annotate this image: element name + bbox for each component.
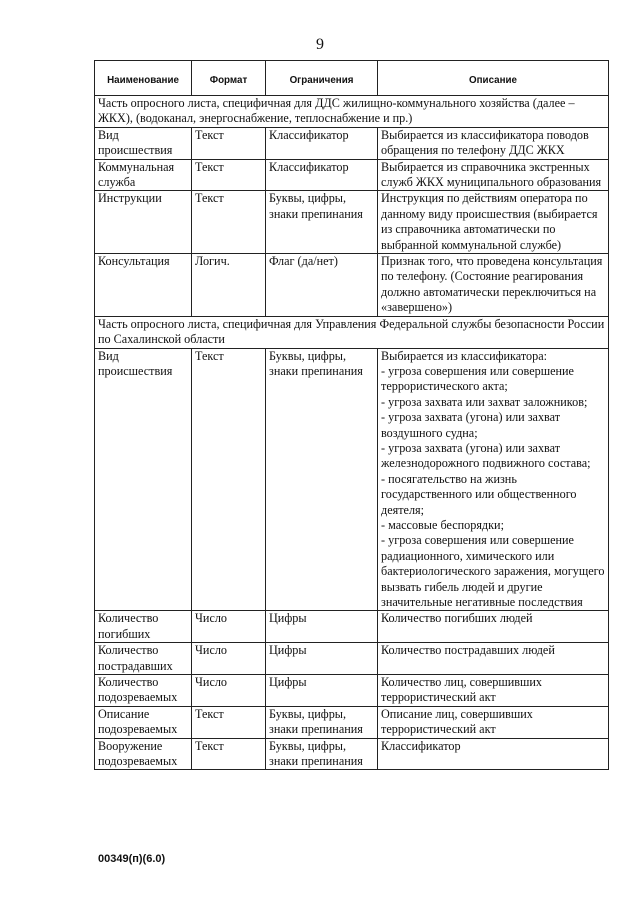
description-line: Инструкция по действиям оператора по данному виду происшествия (выбирается из справочника автоматически по выбранной коммунальной службе) <box>381 191 598 252</box>
description-line: Количество пострадавших людей <box>381 643 555 658</box>
cell-name: Описание подозреваемых <box>95 706 192 738</box>
cell-limits: Цифры <box>266 611 378 643</box>
cell-limits: Буквы, цифры, знаки препинания <box>266 738 378 770</box>
description-line: - угроза захвата (угона) или захват железнодорожного подвижного состава; <box>381 440 591 471</box>
cell-format: Текст <box>192 159 266 191</box>
cell-limits: Классификатор <box>266 127 378 159</box>
description-line: - угроза захвата (угона) или захват воздушного судна; <box>381 410 561 440</box>
cell-name: Инструкции <box>95 191 192 254</box>
cell-name: Количество погибших <box>95 611 192 643</box>
description-line: Выбирается из справочника экстренных служб ЖКХ муниципального образования <box>381 159 602 190</box>
description-line: - угроза совершения или совершение радиационного, химического или бактериологического заражения, могущего вызвать гибель людей и другие значительные негативные последствия <box>381 533 605 609</box>
cell-format: Текст <box>192 191 266 254</box>
cell-format: Число <box>192 675 266 707</box>
section-header-row <box>95 316 609 348</box>
document-code: 00349(п)(6.0) <box>98 853 166 865</box>
table-header-row <box>95 61 609 96</box>
description-line: - массовые беспорядки; <box>381 517 504 532</box>
cell-format: Текст <box>192 738 266 770</box>
cell-limits: Цифры <box>266 643 378 675</box>
cell-format: Текст <box>192 127 266 159</box>
description-line: Количество лиц, совершивших террористический акт <box>381 675 543 705</box>
cell-description <box>378 348 609 611</box>
cell-format: Текст <box>192 706 266 738</box>
header-description: Описание <box>378 61 609 96</box>
cell-name: Коммунальная служба <box>95 159 192 191</box>
cell-limits: Классификатор <box>266 159 378 191</box>
header-format: Формат <box>192 61 266 96</box>
cell-name: Консультация <box>95 254 192 317</box>
cell-description <box>378 159 609 191</box>
cell-description <box>378 191 609 254</box>
cell-name: Вооружение подозреваемых <box>95 738 192 770</box>
description-line: Выбирается из классификатора: <box>381 348 548 363</box>
questionnaire-spec-table <box>94 60 609 770</box>
cell-limits: Флаг (да/нет) <box>266 254 378 317</box>
cell-name: Количество подозреваемых <box>95 675 192 707</box>
description-line: Выбирается из классификатора поводов обращения по телефону ДДС ЖКХ <box>381 127 589 158</box>
cell-format: Число <box>192 643 266 675</box>
header-limits: Ограничения <box>266 61 378 96</box>
description-line: Описание лиц, совершивших террористический акт <box>381 706 533 737</box>
table-body <box>95 96 609 770</box>
cell-name: Вид происшествия <box>95 127 192 159</box>
header-name: Наименование <box>95 61 192 96</box>
table-row <box>95 254 609 317</box>
table-row <box>95 159 609 191</box>
description-line: - посягательство на жизнь государственного или общественного деятеля; <box>381 471 577 517</box>
table-row <box>95 643 609 675</box>
cell-limits: Цифры <box>266 675 378 707</box>
cell-format: Логич. <box>192 254 266 317</box>
cell-description <box>378 611 609 643</box>
cell-description <box>378 706 609 738</box>
table-row <box>95 706 609 738</box>
cell-limits: Буквы, цифры, знаки препинания <box>266 191 378 254</box>
description-line: - угроза совершения или совершение террористического акта; <box>381 363 574 394</box>
cell-description <box>378 254 609 317</box>
table-row <box>95 127 609 159</box>
cell-limits: Буквы, цифры, знаки препинания <box>266 706 378 738</box>
description-line: - угроза захвата или захват заложников; <box>381 394 588 409</box>
description-line: Количество погибших людей <box>381 611 533 626</box>
cell-name: Количество пострадавших <box>95 643 192 675</box>
section-title: Часть опросного листа, специфичная для ДДС жилищно-коммунального хозяйства (далее – ЖКХ), (водоканал, энергоснабжение, теплоснабжение и пр.) <box>95 96 609 128</box>
cell-format: Текст <box>192 348 266 611</box>
description-line: Признак того, что проведена консультация по телефону. (Состояние реагирования должно автоматически переключиться на «завершено») <box>381 254 603 315</box>
cell-description <box>378 127 609 159</box>
cell-description <box>378 738 609 770</box>
cell-description <box>378 643 609 675</box>
cell-format: Число <box>192 611 266 643</box>
description-line: Классификатор <box>381 738 461 753</box>
cell-limits: Буквы, цифры, знаки препинания <box>266 348 378 611</box>
section-title: Часть опросного листа, специфичная для Управления Федеральной службы безопасности России по Сахалинской области <box>95 316 609 348</box>
cell-name: Вид происшествия <box>95 348 192 611</box>
cell-description <box>378 675 609 707</box>
page-number: 9 <box>316 36 324 53</box>
table-row <box>95 738 609 770</box>
table-row <box>95 191 609 254</box>
section-header-row <box>95 96 609 128</box>
table-row <box>95 675 609 707</box>
table-row <box>95 348 609 611</box>
table-row <box>95 611 609 643</box>
